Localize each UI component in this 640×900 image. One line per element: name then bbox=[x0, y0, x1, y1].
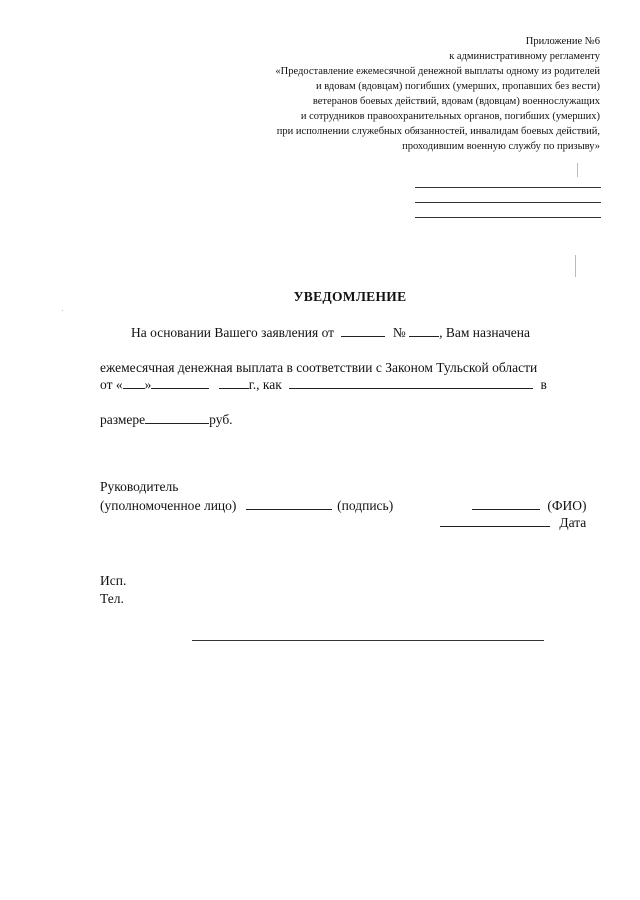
appendix-line: «Предоставление ежемесячной денежной выплаты одному из родителей bbox=[275, 66, 600, 77]
fio-group bbox=[472, 497, 587, 514]
signature-field[interactable] bbox=[246, 497, 332, 510]
amount-field[interactable] bbox=[145, 411, 209, 424]
appendix-line: и вдовам (вдовцам) погибших (умерших, пропавших без вести) bbox=[315, 81, 600, 92]
body-line-4 bbox=[100, 411, 233, 428]
document-title: УВЕДОМЛЕНИЕ bbox=[293, 289, 407, 304]
category-field[interactable] bbox=[289, 376, 533, 389]
rub-text: руб. bbox=[209, 412, 233, 427]
scan-mark bbox=[62, 310, 63, 311]
appendix-line: проходившим военную службу по призыву» bbox=[402, 141, 600, 152]
in-text: в bbox=[540, 377, 547, 392]
phone-label: Тел. bbox=[100, 591, 124, 606]
application-number-field[interactable] bbox=[409, 324, 439, 337]
appendix-line: при исполнении служебных обязанностей, инвалидам боевых действий, bbox=[276, 126, 600, 137]
fio-label: (ФИО) bbox=[547, 498, 587, 513]
month-field[interactable] bbox=[151, 376, 209, 389]
signature-line bbox=[100, 497, 393, 514]
date-group bbox=[440, 514, 586, 531]
date-label: Дата bbox=[559, 515, 587, 530]
fio-field[interactable] bbox=[472, 497, 540, 510]
official-text: (уполномоченное лицо) bbox=[100, 498, 237, 513]
scan-mark bbox=[577, 163, 578, 177]
appendix-header bbox=[275, 34, 600, 154]
bottom-separator bbox=[192, 640, 544, 641]
application-text: На основании Вашего заявления от bbox=[131, 325, 335, 340]
addressee-line[interactable] bbox=[415, 202, 601, 203]
signature-label: (подпись) bbox=[337, 498, 394, 513]
appendix-line: к административному регламенту bbox=[449, 51, 600, 62]
signature-head: Руководитель bbox=[100, 479, 179, 494]
year-field[interactable] bbox=[219, 376, 249, 389]
body-line-3 bbox=[100, 376, 547, 393]
quote-close: » bbox=[144, 377, 152, 392]
executor-label: Исп. bbox=[100, 573, 127, 588]
year-as-text: г., как bbox=[248, 377, 282, 392]
body-line-2: ежемесячная денежная выплата в соответствии с Законом Тульской области bbox=[100, 360, 538, 375]
addressee-line[interactable] bbox=[415, 217, 601, 218]
application-date-field[interactable] bbox=[341, 324, 385, 337]
scan-mark bbox=[575, 255, 576, 277]
appendix-line: и сотрудников правоохранительных органов, погибших (умерших) bbox=[300, 111, 600, 122]
day-field[interactable] bbox=[123, 376, 145, 389]
from-text: от « bbox=[100, 377, 123, 392]
appendix-line: ветеранов боевых действий, вдовам (вдовцам) военнослужащих bbox=[312, 96, 600, 107]
date-field[interactable] bbox=[440, 514, 550, 527]
assigned-text: , Вам назначена bbox=[439, 325, 530, 340]
number-sign: № bbox=[392, 325, 406, 340]
amount-text: размере bbox=[100, 412, 146, 427]
appendix-line: Приложение №6 bbox=[525, 36, 600, 47]
body-line-1 bbox=[131, 324, 530, 341]
addressee-line[interactable] bbox=[415, 187, 601, 188]
